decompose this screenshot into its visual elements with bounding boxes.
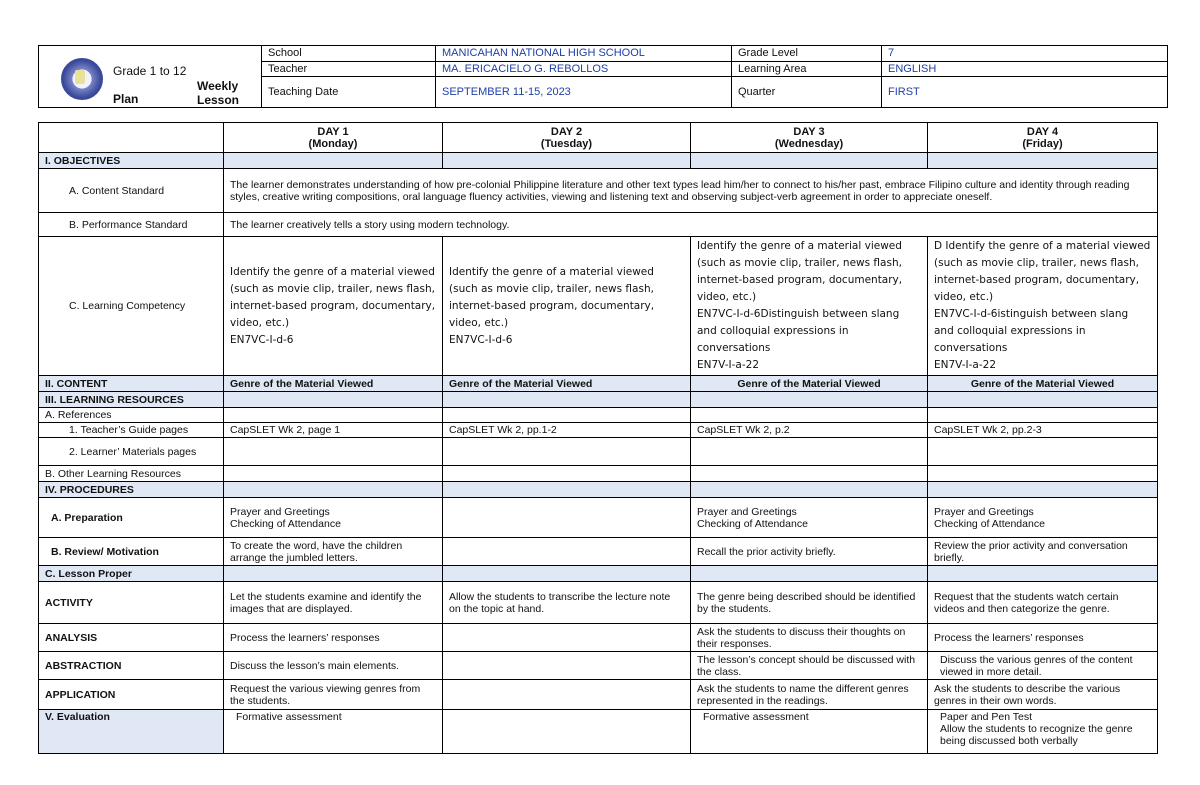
review-day-1: To create the word, have the children arrange the jumbled letters. [224,538,443,566]
teachers-guide-row [39,423,1158,438]
day-1-header: DAY 1 (Monday) [224,123,443,153]
content-standard-row [39,169,1158,213]
evaluation-day-3: Formative assessment [691,710,928,754]
content-day-3: Genre of the Material Viewed [691,376,928,392]
grade-value: 7 [882,46,1168,61]
content-day-1: Genre of the Material Viewed [224,376,443,392]
objectives-title: I. OBJECTIVES [39,153,224,169]
abstraction-row [39,652,1158,680]
school-value: MANICAHAN NATIONAL HIGH SCHOOL [436,46,732,61]
review-day-4: Review the prior activity and conversation briefly. [928,538,1158,566]
day-header-row [39,123,1158,153]
resources-title: III. LEARNING RESOURCES [39,392,224,408]
other-resources-label: B. Other Learning Resources [39,466,224,482]
content-standard-text: The learner demonstrates understanding of how pre-colonial Philippine literature and other text types lead him/her to connect to his/her past, embrace Filipino culture and identity through reading styles, creative writing compositions, oral language fluency activities, viewing and listening text and observing subject-verb agreement in order to appreciate oneself. [224,169,1158,213]
brand-line-3: Plan [113,92,139,106]
objectives-section-row [39,153,1158,169]
evaluation-title: V. Evaluation [39,710,224,754]
activity-day-3: The genre being described should be identified by the students. [691,582,928,624]
evaluation-day-2 [443,710,691,754]
date-label: Teaching Date [262,76,436,107]
competency-day-2: Identify the genre of a material viewed (such as movie clip, trailer, news flash, internet-based program, documentary, video, etc.) EN7VC-I-d-6 [443,237,691,376]
application-day-1: Request the various viewing genres from the students. [224,680,443,710]
learners-materials-label: 2. Learner’ Materials pages [39,438,224,466]
activity-day-2: Allow the students to transcribe the lecture note on the topic at hand. [443,582,691,624]
other-resources-row [39,466,1158,482]
evaluation-row [39,710,1158,754]
performance-standard-text: The learner creatively tells a story using modern technology. [224,213,1158,237]
prep-day-2 [443,498,691,538]
analysis-day-3: Ask the students to discuss their thoughts on their responses. [691,624,928,652]
content-section-row [39,376,1158,392]
tg-day-4: CapSLET Wk 2, pp.2-3 [928,423,1158,438]
teacher-label: Teacher [262,61,436,76]
tg-day-2: CapSLET Wk 2, pp.1-2 [443,423,691,438]
deped-seal-icon [61,58,103,100]
day-2-header: DAY 2 (Tuesday) [443,123,691,153]
abstraction-label: ABSTRACTION [39,652,224,680]
analysis-day-1: Process the learners’ responses [224,624,443,652]
teachers-guide-label: 1. Teacher’s Guide pages [39,423,224,438]
prep-day-1: Prayer and Greetings Checking of Attendance [224,498,443,538]
lesson-proper-section-row [39,566,1158,582]
review-row [39,538,1158,566]
content-standard-label: A. Content Standard [39,169,224,213]
application-row [39,680,1158,710]
abstraction-day-4: Discuss the various genres of the content viewed in more detail. [928,652,1158,680]
teacher-value: MA. ERICACIELO G. REBOLLOS [436,61,732,76]
performance-standard-label: B. Performance Standard [39,213,224,237]
procedures-section-row [39,482,1158,498]
performance-standard-row [39,213,1158,237]
area-value: ENGLISH [882,61,1168,76]
brand-line-1: Grade 1 to 12 [113,64,187,78]
application-day-2 [443,680,691,710]
procedures-title: IV. PROCEDURES [39,482,224,498]
evaluation-day-1: Formative assessment [224,710,443,754]
application-day-3: Ask the students to name the different genres represented in the readings. [691,680,928,710]
prep-day-3: Prayer and Greetings Checking of Attendance [691,498,928,538]
learners-materials-row [39,438,1158,466]
quarter-label: Quarter [732,76,882,107]
abstraction-day-2 [443,652,691,680]
abstraction-day-3: The lesson’s concept should be discussed with the class. [691,652,928,680]
content-day-2: Genre of the Material Viewed [443,376,691,392]
brand-cell [39,46,262,107]
day-4-header: DAY 4 (Friday) [928,123,1158,153]
activity-day-4: Request that the students watch certain videos and then categorize the genre. [928,582,1158,624]
tg-day-1: CapSLET Wk 2, page 1 [224,423,443,438]
competency-day-4: D Identify the genre of a material viewed (such as movie clip, trailer, news flash, internet-based program, documentary, video, etc.) EN7VC-I-d-6istinguish between slang and colloquial expressions in conversations EN7V-I-a-22 [928,237,1158,376]
quarter-value: FIRST [882,76,1168,107]
competency-day-1: Identify the genre of a material viewed (such as movie clip, trailer, news flash, internet-based program, documentary, video, etc.) EN7VC-I-d-6 [224,237,443,376]
content-title: II. CONTENT [39,376,224,392]
brand-line-2: Weekly Lesson [197,79,240,107]
review-day-2 [443,538,691,566]
abstraction-day-1: Discuss the lesson’s main elements. [224,652,443,680]
application-label: APPLICATION [39,680,224,710]
analysis-row [39,624,1158,652]
review-day-3: Recall the prior activity briefly. [691,538,928,566]
content-day-4: Genre of the Material Viewed [928,376,1158,392]
review-label: B. Review/ Motivation [39,538,224,566]
school-label: School [262,46,436,61]
analysis-day-4: Process the learners’ responses [928,624,1158,652]
activity-day-1: Let the students examine and identify the images that are displayed. [224,582,443,624]
header-block [38,45,1168,108]
resources-section-row [39,392,1158,408]
grade-label: Grade Level [732,46,882,61]
day-3-header: DAY 3 (Wednesday) [691,123,928,153]
evaluation-day-4: Paper and Pen Test Allow the students to recognize the genre being discussed both verbally [928,710,1158,754]
activity-label: ACTIVITY [39,582,224,624]
learning-competency-row [39,237,1158,376]
preparation-row [39,498,1158,538]
tg-day-3: CapSLET Wk 2, p.2 [691,423,928,438]
analysis-label: ANALYSIS [39,624,224,652]
application-day-4: Ask the students to describe the various genres in their own words. [928,680,1158,710]
area-label: Learning Area [732,61,882,76]
references-label: A. References [39,408,224,423]
learning-competency-label: C. Learning Competency [39,237,224,376]
lesson-plan-table [38,122,1158,754]
competency-day-3: Identify the genre of a material viewed (such as movie clip, trailer, news flash, internet-based program, documentary, video, etc.) EN7VC-I-d-6Distinguish between slang and colloquial expressions in conversations EN7V-I-a-22 [691,237,928,376]
prep-day-4: Prayer and Greetings Checking of Attendance [928,498,1158,538]
references-row [39,408,1158,423]
header-meta-table [261,46,1167,107]
activity-row [39,582,1158,624]
preparation-label: A. Preparation [39,498,224,538]
date-value: SEPTEMBER 11-15, 2023 [436,76,732,107]
analysis-day-2 [443,624,691,652]
lesson-proper-title: C. Lesson Proper [39,566,224,582]
